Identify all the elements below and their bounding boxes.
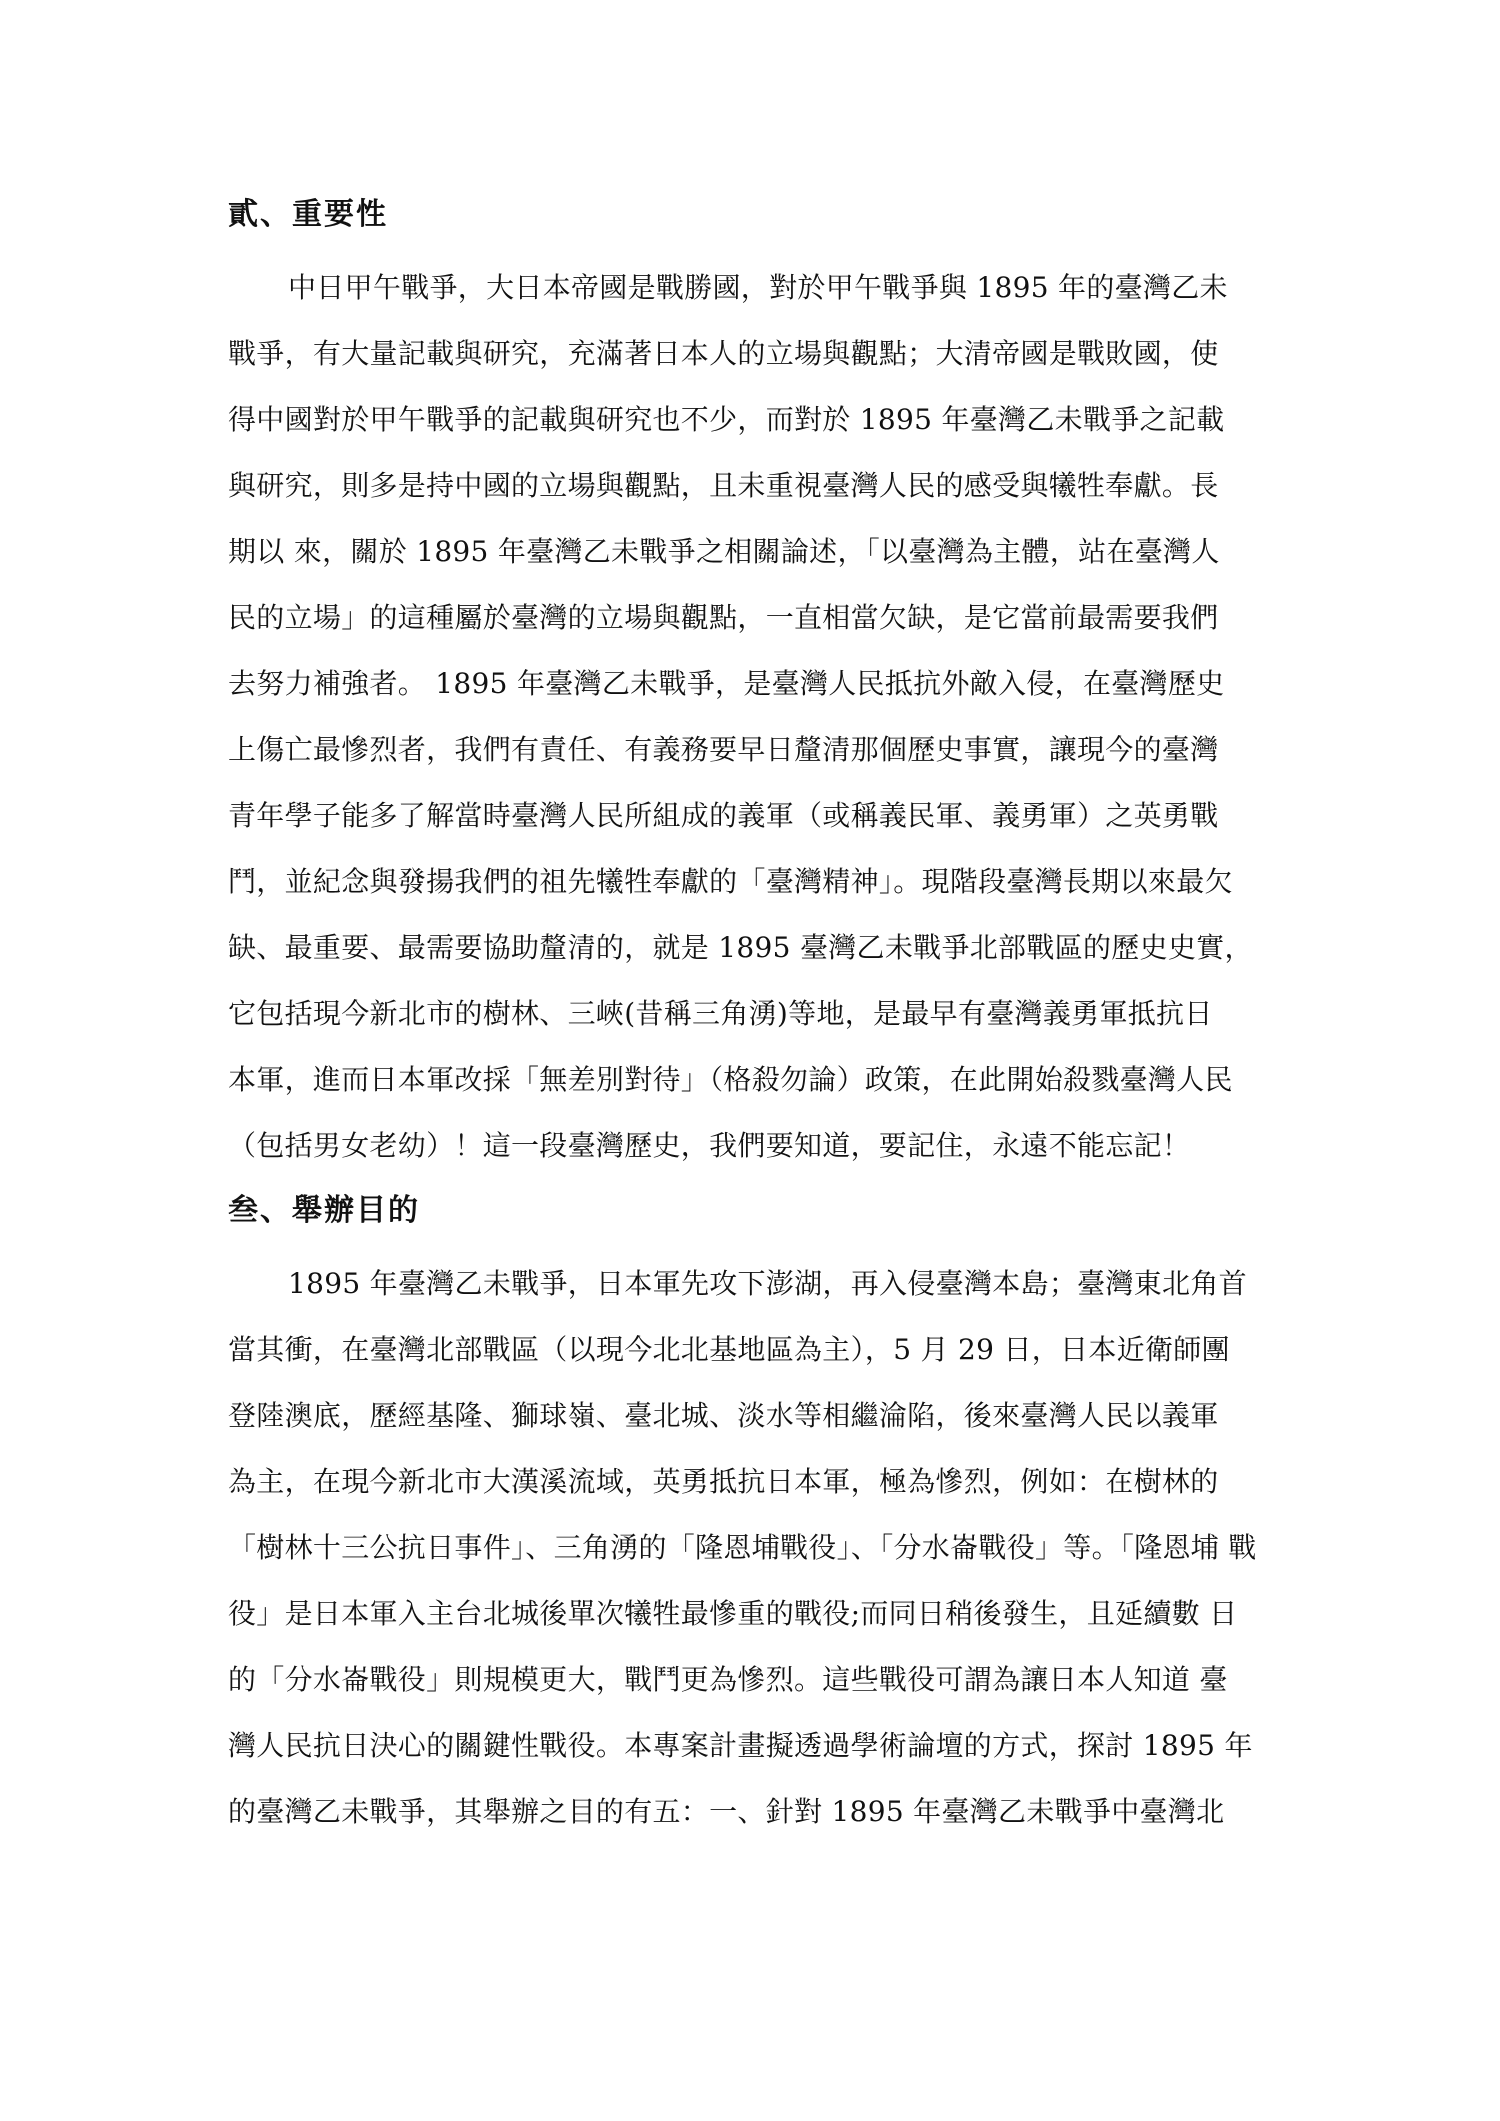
paragraph-purpose bbox=[228, 1251, 1283, 1845]
text-line: 「樹林十三公抗日事件」、三角湧的「隆恩埔戰役」、「分水崙戰役」等。「隆恩埔 戰 bbox=[228, 1531, 1257, 1564]
text-line: 的「分水崙戰役」則規模更大，戰鬥更為慘烈。這些戰役可謂為讓日本人知道 臺 bbox=[228, 1663, 1228, 1696]
section-heading-importance: 貳、重要性 bbox=[228, 197, 388, 232]
text-line: （包括男女老幼）！這一段臺灣歷史，我們要知道，要記住，永遠不能忘記！ bbox=[228, 1129, 1191, 1162]
text-line: 上傷亡最慘烈者，我們有責任、有義務要早日釐清那個歷史事實，讓現今的臺灣 bbox=[228, 733, 1219, 766]
text-line: 鬥，並紀念與發揚我們的祖先犧牲奉獻的「臺灣精神」。現階段臺灣長期以來最欠 bbox=[228, 865, 1233, 898]
text-line: 民的立場」的這種屬於臺灣的立場與觀點，一直相當欠缺，是它當前最需要我們 bbox=[228, 601, 1219, 634]
text-line: 青年學子能多了解當時臺灣人民所組成的義軍（或稱義民軍、義勇軍）之英勇戰 bbox=[228, 799, 1219, 832]
document-body bbox=[228, 195, 1283, 1845]
text-line: 得中國對於甲午戰爭的記載與研究也不少，而對於 1895 年臺灣乙未戰爭之記載 bbox=[228, 403, 1225, 436]
text-line: 為主，在現今新北市大漢溪流域，英勇抵抗日本軍，極為慘烈，例如：在樹林的 bbox=[228, 1465, 1219, 1498]
text-line: 與研究，則多是持中國的立場與觀點，且未重視臺灣人民的感受與犧牲奉獻。長 bbox=[228, 469, 1219, 502]
text-line: 的臺灣乙未戰爭，其舉辦之目的有五：一、針對 1895 年臺灣乙未戰爭中臺灣北 bbox=[228, 1795, 1225, 1828]
text-line: 當其衝，在臺灣北部戰區（以現今北北基地區為主），5 月 29 日，日本近衛師團 bbox=[228, 1333, 1230, 1366]
text-line: 1895 年臺灣乙未戰爭，日本軍先攻下澎湖，再入侵臺灣本島；臺灣東北角首 bbox=[288, 1267, 1247, 1300]
text-line: 本軍，進而日本軍改採「無差別對待」（格殺勿論）政策，在此開始殺戮臺灣人民 bbox=[228, 1063, 1233, 1096]
text-line: 灣人民抗日決心的關鍵性戰役。本專案計畫擬透過學術論壇的方式，探討 1895 年 bbox=[228, 1729, 1253, 1762]
section-heading-purpose: 叁、舉辦目的 bbox=[228, 1193, 420, 1228]
text-line: 它包括現今新北市的樹林、三峽(昔稱三角湧)等地，是最早有臺灣義勇軍抵抗日 bbox=[228, 997, 1213, 1030]
text-line: 中日甲午戰爭，大日本帝國是戰勝國，對於甲午戰爭與 1895 年的臺灣乙未 bbox=[288, 271, 1228, 304]
text-line: 期以 來，關於 1895 年臺灣乙未戰爭之相關論述，「以臺灣為主體，站在臺灣人 bbox=[228, 535, 1220, 568]
text-line: 登陸澳底，歷經基隆、獅球嶺、臺北城、淡水等相繼淪陷，後來臺灣人民以義軍 bbox=[228, 1399, 1219, 1432]
text-line: 役」是日本軍入主台北城後單次犧牲最慘重的戰役;而同日稍後發生，且延續數 日 bbox=[228, 1597, 1238, 1630]
text-line: 戰爭，有大量記載與研究，充滿著日本人的立場與觀點；大清帝國是戰敗國，使 bbox=[228, 337, 1219, 370]
text-line: 缺、最重要、最需要協助釐清的，就是 1895 臺灣乙未戰爭北部戰區的歷史史實， bbox=[228, 931, 1253, 964]
paragraph-importance bbox=[228, 255, 1283, 1179]
text-line: 去努力補強者。 1895 年臺灣乙未戰爭，是臺灣人民抵抗外敵入侵，在臺灣歷史 bbox=[228, 667, 1225, 700]
